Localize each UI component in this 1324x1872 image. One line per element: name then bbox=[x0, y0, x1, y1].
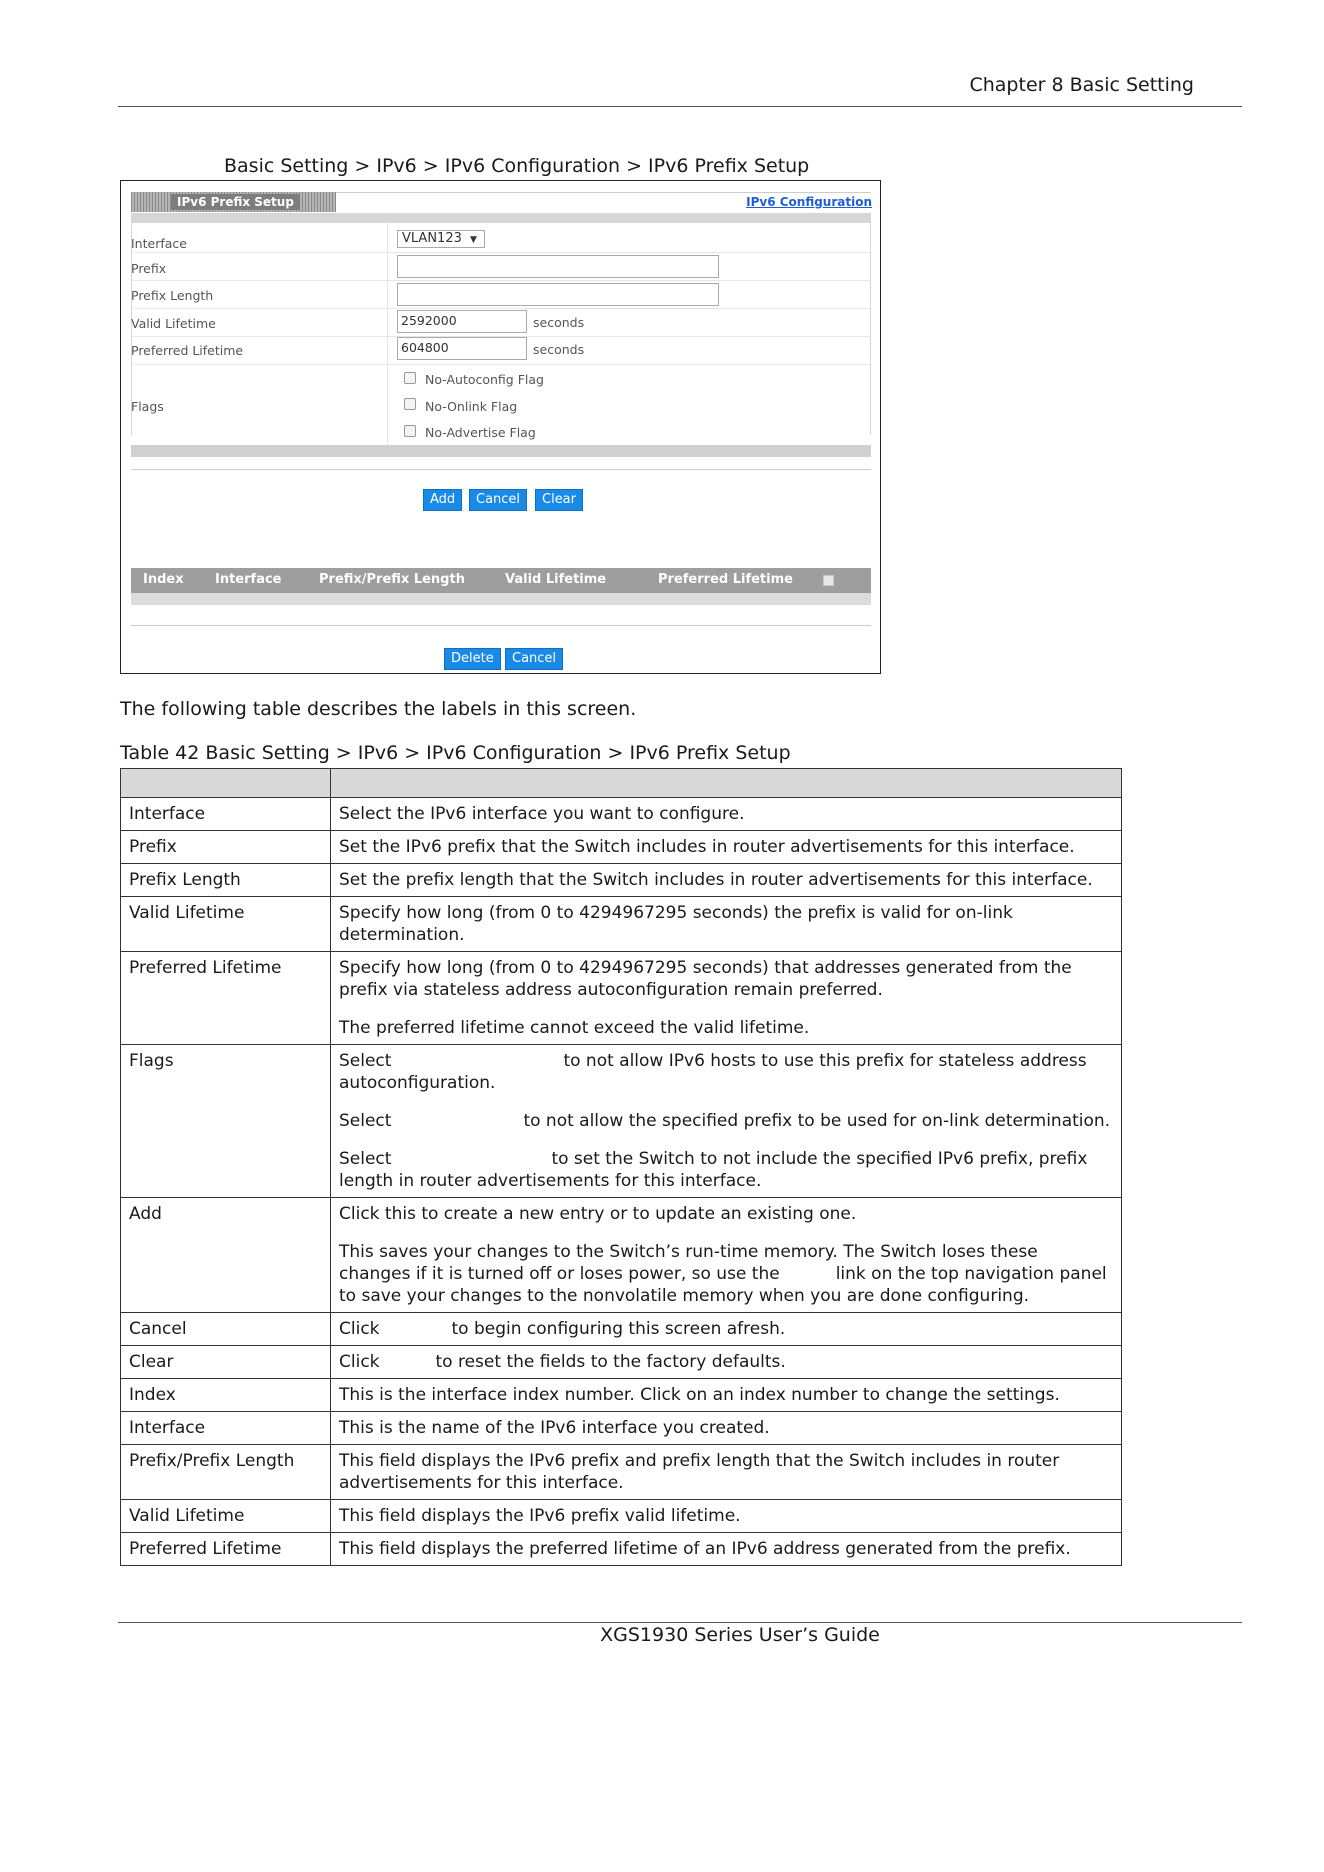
row-description-text: Select the IPv6 interface you want to configure. bbox=[339, 804, 745, 824]
table-row bbox=[121, 1379, 1122, 1412]
row-description-text bbox=[339, 1050, 1113, 1094]
row-description-text: This field displays the preferred lifetime of an IPv6 address generated from the prefix. bbox=[339, 1539, 1071, 1559]
form-footer-band bbox=[131, 445, 871, 457]
table-row bbox=[121, 1346, 1122, 1379]
table-row bbox=[121, 1045, 1122, 1198]
row-description bbox=[331, 1045, 1122, 1198]
no-onlink-checkbox[interactable] bbox=[404, 398, 416, 410]
valid-lifetime-input[interactable]: 2592000 bbox=[397, 310, 527, 333]
flag-description: to not allow the specified prefix to be used for on-link determination. bbox=[523, 1111, 1111, 1131]
row-description-text: This field displays the IPv6 prefix and prefix length that the Switch includes in router advertisements for this interface. bbox=[339, 1451, 1060, 1493]
table-row bbox=[121, 798, 1122, 831]
add-button[interactable]: Add bbox=[423, 489, 462, 511]
row-description bbox=[331, 1313, 1122, 1346]
valid-lifetime-label: Valid Lifetime bbox=[131, 316, 216, 331]
click-word: Click bbox=[339, 1319, 380, 1339]
separator bbox=[131, 469, 871, 470]
no-autoconfig-label: No-Autoconfig Flag bbox=[425, 372, 544, 387]
row-description bbox=[331, 831, 1122, 864]
row-label: Prefix/Prefix Length bbox=[121, 1445, 331, 1500]
clear-button[interactable]: Clear bbox=[535, 489, 583, 511]
screenshot-figure bbox=[120, 180, 881, 674]
col-index: Index bbox=[143, 572, 184, 587]
row-description bbox=[331, 1198, 1122, 1313]
no-autoconfig-checkbox[interactable] bbox=[404, 372, 416, 384]
footer-guide-title: XGS1930 Series User’s Guide bbox=[600, 1624, 880, 1646]
delete-button[interactable]: Delete bbox=[444, 648, 501, 670]
row-description-text: Specify how long (from 0 to 4294967295 seconds) the prefix is valid for on-link determination. bbox=[339, 903, 1013, 945]
select-all-checkbox[interactable] bbox=[823, 575, 834, 586]
prefix-label: Prefix bbox=[131, 261, 167, 276]
chapter-title: Chapter 8 Basic Setting bbox=[969, 74, 1194, 96]
preferred-lifetime-label: Preferred Lifetime bbox=[131, 343, 244, 358]
prefix-input[interactable] bbox=[397, 255, 719, 278]
row-label: Interface bbox=[121, 798, 331, 831]
no-advertise-checkbox[interactable] bbox=[404, 425, 416, 437]
table-row bbox=[121, 1445, 1122, 1500]
table-header-cell bbox=[331, 769, 1122, 798]
description-table bbox=[120, 768, 1122, 1566]
list-body-band bbox=[131, 593, 871, 605]
row-description-text: Set the prefix length that the Switch includes in router advertisements for this interface. bbox=[339, 870, 1093, 890]
preferred-lifetime-input[interactable]: 604800 bbox=[397, 337, 527, 360]
row-description bbox=[331, 864, 1122, 897]
interface-select-value: VLAN123 bbox=[402, 231, 462, 246]
header-rule bbox=[118, 106, 1242, 107]
row-description bbox=[331, 897, 1122, 952]
save-note-start: This saves your changes to the Switch’s run-time memory. The Switch loses these changes if it is turned off or loses power, so use the bbox=[339, 1242, 1038, 1284]
row-label: Preferred Lifetime bbox=[121, 952, 331, 1045]
select-word: Select bbox=[339, 1149, 392, 1169]
row-description-text bbox=[339, 1148, 1113, 1192]
table-row bbox=[121, 1500, 1122, 1533]
row-label: Interface bbox=[121, 1412, 331, 1445]
row-description bbox=[331, 1445, 1122, 1500]
table-row bbox=[121, 831, 1122, 864]
row-description-text bbox=[339, 1241, 1113, 1307]
table-row bbox=[121, 1412, 1122, 1445]
table-header-cell bbox=[121, 769, 331, 798]
row-description-text: The preferred lifetime cannot exceed the valid lifetime. bbox=[339, 1018, 810, 1038]
table-row bbox=[121, 897, 1122, 952]
table-header-row bbox=[121, 769, 1122, 798]
no-onlink-label: No-Onlink Flag bbox=[425, 399, 518, 414]
figure-caption: Basic Setting > IPv6 > IPv6 Configuration > IPv6 Prefix Setup bbox=[224, 155, 810, 177]
flag-description: to not allow IPv6 hosts to use this prefix for stateless address autoconfiguration. bbox=[339, 1051, 1087, 1093]
row-description bbox=[331, 952, 1122, 1045]
table-row bbox=[121, 864, 1122, 897]
row-description-text bbox=[339, 1318, 1113, 1340]
col-prefix: Prefix/Prefix Length bbox=[319, 572, 465, 587]
row-description-text: This is the interface index number. Click on an index number to change the settings. bbox=[339, 1385, 1060, 1405]
row-label: Preferred Lifetime bbox=[121, 1533, 331, 1566]
row-label: Index bbox=[121, 1379, 331, 1412]
row-description-text: This field displays the IPv6 prefix valid lifetime. bbox=[339, 1506, 741, 1526]
row-description bbox=[331, 1346, 1122, 1379]
ipv6-configuration-link[interactable]: IPv6 Configuration bbox=[746, 195, 872, 209]
row-description-text bbox=[339, 1351, 1113, 1373]
table-row bbox=[121, 1313, 1122, 1346]
click-description: to begin configuring this screen afresh. bbox=[451, 1319, 786, 1339]
cancel-delete-button[interactable]: Cancel bbox=[505, 648, 563, 670]
row-description-text: This is the name of the IPv6 interface you created. bbox=[339, 1418, 770, 1438]
row-description bbox=[331, 1533, 1122, 1566]
footer-rule bbox=[118, 1622, 1242, 1623]
row-description bbox=[331, 798, 1122, 831]
row-label: Cancel bbox=[121, 1313, 331, 1346]
row-label: Prefix bbox=[121, 831, 331, 864]
col-interface: Interface bbox=[215, 572, 282, 587]
table-row bbox=[121, 1198, 1122, 1313]
separator bbox=[131, 625, 871, 626]
row-label: Clear bbox=[121, 1346, 331, 1379]
flag-description: to set the Switch to not include the specified IPv6 prefix, prefix length in router advertisements for this interface. bbox=[339, 1149, 1088, 1191]
row-label: Valid Lifetime bbox=[121, 897, 331, 952]
chapter-header bbox=[0, 74, 1240, 96]
select-word: Select bbox=[339, 1051, 392, 1071]
prefix-length-label: Prefix Length bbox=[131, 288, 214, 303]
row-label: Prefix Length bbox=[121, 864, 331, 897]
flags-label: Flags bbox=[131, 399, 164, 414]
panel-grey-band bbox=[131, 213, 871, 223]
table-caption: Table 42 Basic Setting > IPv6 > IPv6 Configuration > IPv6 Prefix Setup bbox=[120, 742, 791, 764]
row-description bbox=[331, 1412, 1122, 1445]
table-row bbox=[121, 952, 1122, 1045]
row-description bbox=[331, 1500, 1122, 1533]
chevron-down-icon: ▼ bbox=[470, 235, 477, 245]
col-valid-lifetime: Valid Lifetime bbox=[505, 572, 607, 587]
row-description-text bbox=[339, 1110, 1113, 1132]
select-word: Select bbox=[339, 1111, 392, 1131]
row-description-text: Click this to create a new entry or to update an existing one. bbox=[339, 1204, 857, 1224]
intro-text: The following table describes the labels in this screen. bbox=[120, 698, 637, 720]
table-row bbox=[121, 1533, 1122, 1566]
row-description-text: Set the IPv6 prefix that the Switch includes in router advertisements for this interface. bbox=[339, 837, 1075, 857]
valid-lifetime-unit: seconds bbox=[533, 315, 585, 330]
click-word: Click bbox=[339, 1352, 380, 1372]
no-advertise-label: No-Advertise Flag bbox=[425, 425, 536, 440]
interface-select[interactable] bbox=[397, 230, 485, 248]
interface-label: Interface bbox=[131, 236, 187, 251]
form-row-interface bbox=[131, 223, 871, 253]
row-label: Add bbox=[121, 1198, 331, 1313]
row-label: Valid Lifetime bbox=[121, 1500, 331, 1533]
click-description: to reset the fields to the factory defaults. bbox=[435, 1352, 786, 1372]
cancel-button[interactable]: Cancel bbox=[469, 489, 527, 511]
prefix-length-input[interactable] bbox=[397, 283, 719, 306]
row-label: Flags bbox=[121, 1045, 331, 1198]
row-description-text: Specify how long (from 0 to 4294967295 seconds) that addresses generated from the prefix via stateless address autoconfiguration remain preferred. bbox=[339, 958, 1072, 1000]
row-description bbox=[331, 1379, 1122, 1412]
save-note-end: link on the top navigation panel to save your changes to the nonvolatile memory when you are done configuring. bbox=[339, 1264, 1107, 1306]
preferred-lifetime-unit: seconds bbox=[533, 342, 585, 357]
panel-tab-label: IPv6 Prefix Setup bbox=[171, 194, 300, 210]
col-preferred-lifetime: Preferred Lifetime bbox=[658, 572, 793, 587]
